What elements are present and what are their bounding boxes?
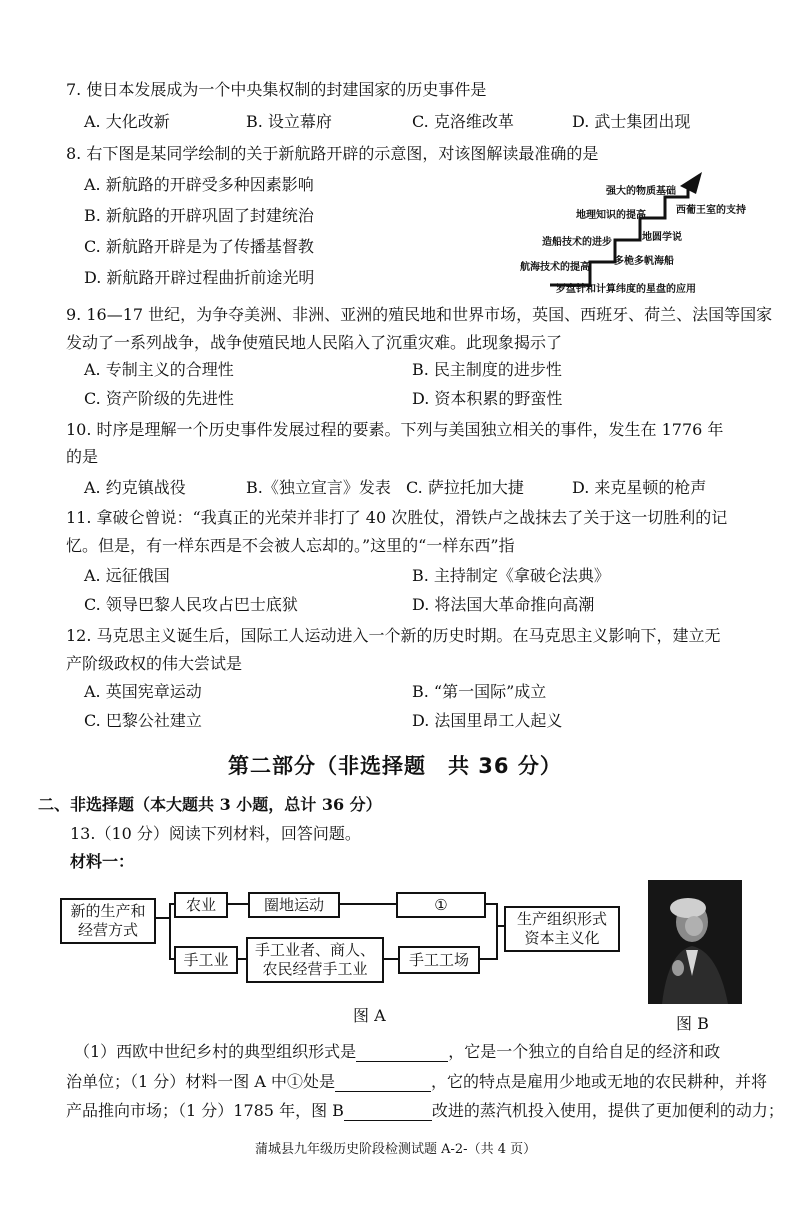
q9-stem-line1: 9. 16—17 世纪，为争夺美洲、非洲、亚洲的殖民地和世界市场，英国、西班牙、荷兰、法国等国家 xyxy=(66,305,773,324)
box-enclosure-movement: 圈地运动 xyxy=(248,892,340,918)
q7-option-d: D. 武士集团出现 xyxy=(572,112,691,131)
q9-option-d: D. 资本积累的野蛮性 xyxy=(412,389,563,408)
box-new-production-methods: 新的生产和 经营方式 xyxy=(60,898,156,944)
q11-option-d: D. 将法国大革命推向高潮 xyxy=(412,595,595,614)
answer-blank-1[interactable] xyxy=(356,1061,448,1062)
q7-option-b: B. 设立幕府 xyxy=(246,112,332,131)
figure-b-caption: 图 B xyxy=(676,1014,709,1033)
q11-stem-line2: 忆。但是，有一样东西是不会被人忘却的。”这里的“一样东西”指 xyxy=(66,536,515,555)
q13-text-2a: 治单位；（1 分）材料一图 A 中①处是 xyxy=(66,1072,335,1091)
label-shipbuilding: 造船技术的进步 xyxy=(542,237,612,248)
q10-option-b: B.《独立宣言》发表 xyxy=(246,478,391,497)
label-round-earth: 地圆学说 xyxy=(642,232,682,243)
box-agriculture: 农业 xyxy=(174,892,228,918)
q8-stem: 8. 右下图是某同学绘制的关于新航路开辟的示意图，对该图解读最准确的是 xyxy=(66,144,599,163)
q11-option-b: B. 主持制定《拿破仑法典》 xyxy=(412,566,610,585)
q13-text-2b: ，它的特点是雇用少地或无地的农民耕种，并将 xyxy=(431,1072,768,1091)
q11-option-c: C. 领导巴黎人民攻占巴士底狱 xyxy=(84,595,298,614)
new-route-staircase-diagram xyxy=(490,170,760,295)
box-workshop: 手工工场 xyxy=(398,946,480,974)
q9-stem-line2: 发动了一系列战争，战争使殖民地人民陷入了沉重灾难。此现象揭示了 xyxy=(66,333,563,352)
box-artisans-merchants: 手工业者、商人、 农民经营手工业 xyxy=(246,937,384,983)
label-compass-astrolabe: 罗盘针和计算纬度的星盘的应用 xyxy=(556,284,696,295)
q13-text-3b: 改进的蒸汽机投入使用，提供了更加便利的动力； xyxy=(431,1101,784,1120)
q12-option-d: D. 法国里昂工人起义 xyxy=(412,711,563,730)
q9-option-a: A. 专制主义的合理性 xyxy=(84,360,234,379)
answer-blank-3[interactable] xyxy=(344,1120,432,1121)
q12-stem-line1: 12. 马克思主义诞生后，国际工人运动进入一个新的历史时期。在马克思主义影响下，建立无 xyxy=(66,626,721,645)
q12-option-b: B. “第一国际”成立 xyxy=(412,682,547,701)
q8-option-a: A. 新航路的开辟受多种因素影响 xyxy=(84,175,314,194)
q13-part1-line2 xyxy=(66,1072,767,1092)
q8-option-b: B. 新航路的开辟巩固了封建统治 xyxy=(84,206,314,225)
q13-text-1a: （1）西欧中世纪乡村的典型组织形式是 xyxy=(74,1042,357,1061)
label-royal-support: 西葡王室的支持 xyxy=(676,205,746,216)
q7-option-c: C. 克洛维改革 xyxy=(412,112,514,131)
label-multi-mast-ship: 多桅多帆海船 xyxy=(614,256,674,267)
q9-option-b: B. 民主制度的进步性 xyxy=(412,360,562,379)
q8-option-c: C. 新航路开辟是为了传播基督教 xyxy=(84,237,314,256)
q10-option-c: C. 萨拉托加大捷 xyxy=(406,478,524,497)
label-geo-knowledge: 地理知识的提高 xyxy=(576,210,646,221)
box-handicraft: 手工业 xyxy=(174,946,238,974)
q11-stem-line1: 11. 拿破仑曾说：“我真正的光荣并非打了 40 次胜仗，滑铁卢之战抹去了关于这一切胜利的记 xyxy=(66,508,728,527)
box-capitalist-organization: 生产组织形式 资本主义化 xyxy=(504,906,620,952)
portrait-image xyxy=(648,880,742,1004)
q13-text-3a: 产品推向市场；（1 分）1785 年，图 B xyxy=(66,1101,344,1120)
box-blank-1: ① xyxy=(396,892,486,918)
q13-part1-line1 xyxy=(74,1042,720,1062)
part2-title: 第二部分（非选择题 共 36 分） xyxy=(228,754,562,778)
q12-option-a: A. 英国宪章运动 xyxy=(84,682,202,701)
q10-option-a: A. 约克镇战役 xyxy=(84,478,186,497)
q10-stem-line2: 的是 xyxy=(66,447,99,466)
figure-b-portrait xyxy=(648,880,742,1004)
q10-stem-line1: 10. 时序是理解一个历史事件发展过程的要素。下列与美国独立相关的事件，发生在 1776 年 xyxy=(66,420,724,439)
q9-option-c: C. 资产阶级的先进性 xyxy=(84,389,234,408)
q8-option-d: D. 新航路开辟过程曲折前途光明 xyxy=(84,268,315,287)
q12-stem-line2: 产阶级政权的伟大尝试是 xyxy=(66,654,243,673)
q7-stem: 7. 使日本发展成为一个中央集权制的封建国家的历史事件是 xyxy=(66,80,487,99)
q13-part1-line3 xyxy=(66,1101,784,1121)
q7-option-a: A. 大化改新 xyxy=(84,112,170,131)
q13-text-1b: ，它是一个独立的自给自足的经济和政 xyxy=(448,1042,721,1061)
part2-section-heading: 二、非选择题（本大题共 3 小题，总计 36 分） xyxy=(38,795,382,814)
q11-option-a: A. 远征俄国 xyxy=(84,566,170,585)
answer-blank-2[interactable] xyxy=(335,1091,431,1092)
page-footer: 蒲城县九年级历史阶段检测试题 A-2-（共 4 页） xyxy=(255,1142,537,1157)
figure-a-caption: 图 A xyxy=(353,1006,386,1025)
label-material-base: 强大的物质基础 xyxy=(606,186,676,197)
q12-option-c: C. 巴黎公社建立 xyxy=(84,711,202,730)
q10-option-d: D. 来克星顿的枪声 xyxy=(572,478,707,497)
label-navigation-tech: 航海技术的提高 xyxy=(520,262,590,273)
q13-stem: 13.（10 分）阅读下列材料，回答问题。 xyxy=(70,824,361,843)
material1-label: 材料一： xyxy=(70,852,135,871)
